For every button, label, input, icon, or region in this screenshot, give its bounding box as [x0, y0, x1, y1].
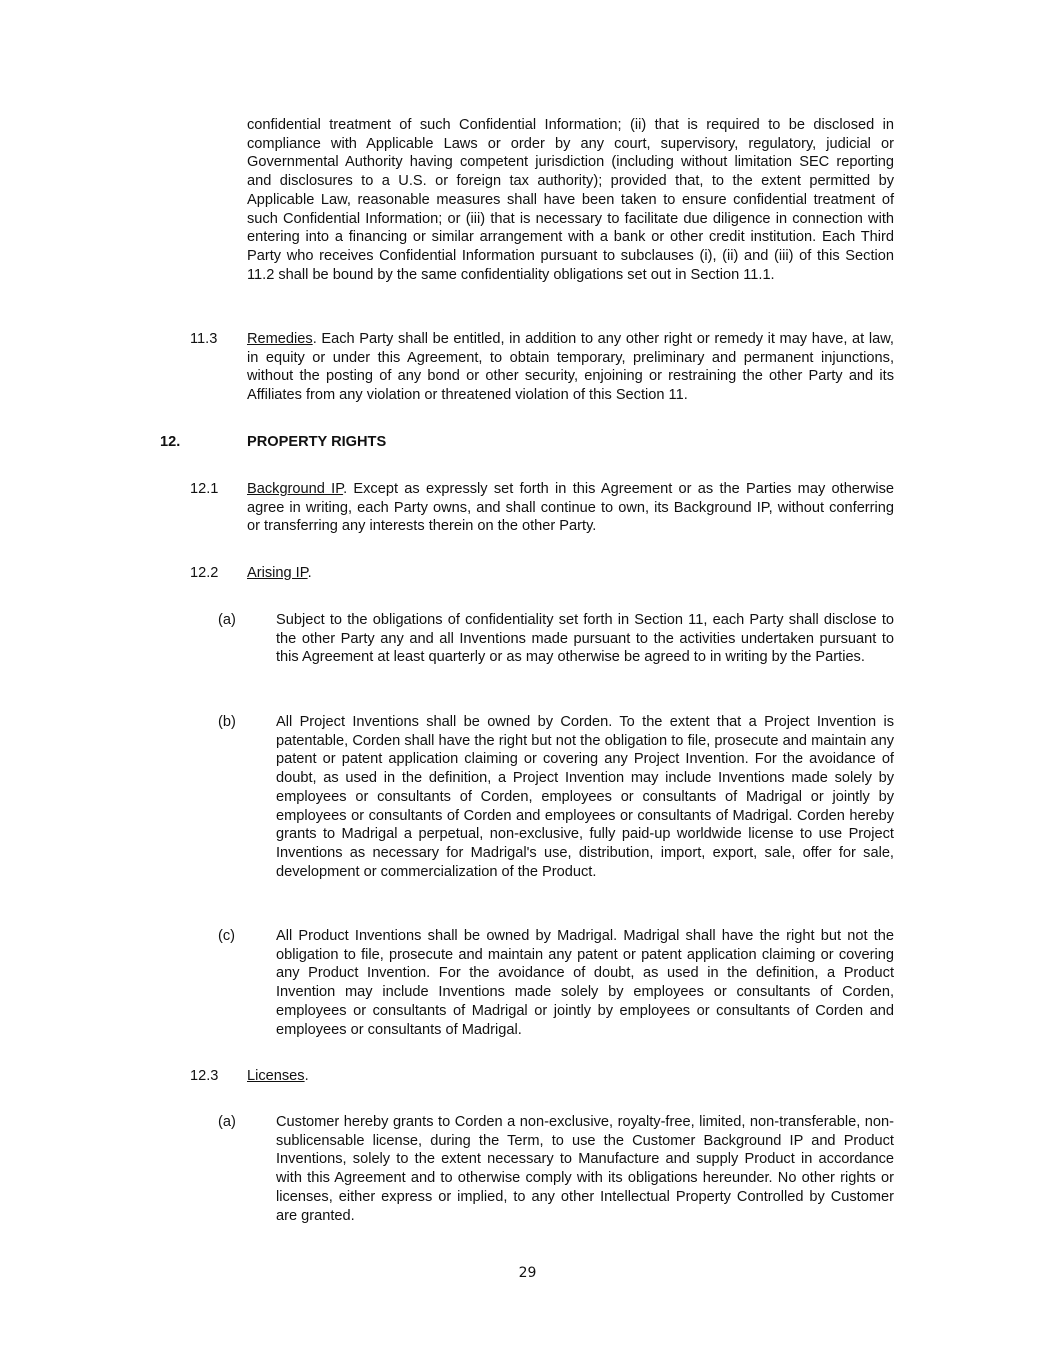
- clause-label: (a): [218, 612, 236, 628]
- section-12-2-arising-ip: [247, 564, 312, 583]
- section-text: . Except as expressly set forth in this Agreement or as the Parties may otherwise agree in writing, each Party owns, and shall continue to own, its Background IP, without conferring or transferring any interests therein on the other Party.: [247, 481, 894, 535]
- section-title: Arising IP: [247, 565, 308, 581]
- section-number: 12.1: [190, 481, 219, 497]
- clause-label: (b): [218, 714, 236, 730]
- clause-label: (a): [218, 1114, 236, 1130]
- section-number: 12.3: [190, 1068, 219, 1084]
- clause-12-2-b: All Project Inventions shall be owned by Corden. To the extent that a Project Invention is patentable, Corden shall have the right but not the obligation to file, prosecute and maintain any patent or patent application claiming or covering any Project Invention. For the avoidance of doubt, as used in the definition, a Project Invention may include Inventions made solely by employees or consultants of Corden, employees or consultants of Madrigal or jointly by employees or consultants of Corden and employees or consultants of Madrigal. Corden hereby grants to Madrigal a perpetual, non-exclusive, fully paid-up worldwide license to use Project Inventions as necessary for Madrigal's use, distribution, import, export, sale, offer for sale, development or commercialization of the Product.: [276, 714, 894, 880]
- section-title: Licenses: [247, 1068, 305, 1084]
- section-11-3-remedies: [247, 330, 894, 405]
- page-number: 29: [518, 1265, 537, 1281]
- article-number: 12.: [160, 434, 181, 450]
- clause-12-3-a: Customer hereby grants to Corden a non-exclusive, royalty-free, limited, non-transferable, non-sublicensable license, during the Term, to use the Customer Background IP and Product Inventions, solely to the extent necessary to Manufacture and supply Product in accordance with this Agreement and to otherwise comply with its obligations hereunder. No other rights or licenses, either express or implied, to any other Intellectual Property Controlled by Customer are granted.: [276, 1114, 894, 1224]
- section-11-2-continuation: confidential treatment of such Confidential Information; (ii) that is required to be disclosed in compliance with Applicable Laws or order by any court, supervisory, regulatory, judicial or Governmental Authority having competent jurisdiction (including without limitation SEC reporting and disclosures to a U.S. or foreign tax authority); provided that, to the extent permitted by Applicable Law, reasonable measures shall have been taken to ensure confidential treatment of such Confidential Information; or (iii) that is necessary to facilitate due diligence in connection with entering into a financing or similar arrangement with a bank or other credit institution. Each Third Party who receives Confidential Information pursuant to subclauses (i), (ii) and (iii) of this Section 11.2 shall be bound by the same confidentiality obligations set out in Section 11.1.: [247, 117, 894, 283]
- clause-12-2-a: Subject to the obligations of confidentiality set forth in Section 11, each Party shall disclose to the other Party any and all Inventions made pursuant to the activities undertaken pursuant to this Agreement at least quarterly or as may otherwise be agreed to in writing by the Parties.: [276, 612, 894, 666]
- clause-label: (c): [218, 928, 236, 944]
- section-text: . Each Party shall be entitled, in addition to any other right or remedy it may have, at law, in equity or under this Agreement, to obtain temporary, preliminary and permanent injunctions, without the posting of any bond or other security, enjoining or restraining the other Party and its Affiliates from any violation or threatened violation of this Section 11.: [247, 331, 894, 404]
- section-title: Remedies: [247, 331, 313, 347]
- section-12-3-licenses: [247, 1067, 309, 1086]
- article-title: PROPERTY RIGHTS: [247, 434, 387, 450]
- section-number: 12.2: [190, 565, 219, 581]
- section-title: Background IP: [247, 481, 344, 497]
- clause-12-2-c: All Product Inventions shall be owned by Madrigal. Madrigal shall have the right but not the obligation to file, prosecute and maintain any patent or patent application claiming or covering any Product Invention. For the avoidance of doubt, as used in the definition, a Product Invention may include Inventions made solely by employees or consultants of Corden, employees or consultants of Madrigal or jointly by employees or consultants of Corden and employees or consultants of Madrigal.: [276, 928, 894, 1038]
- section-number: 11.3: [190, 331, 218, 347]
- section-12-1-background-ip: [247, 480, 894, 536]
- section-text: .: [307, 565, 312, 581]
- section-text: .: [304, 1068, 309, 1084]
